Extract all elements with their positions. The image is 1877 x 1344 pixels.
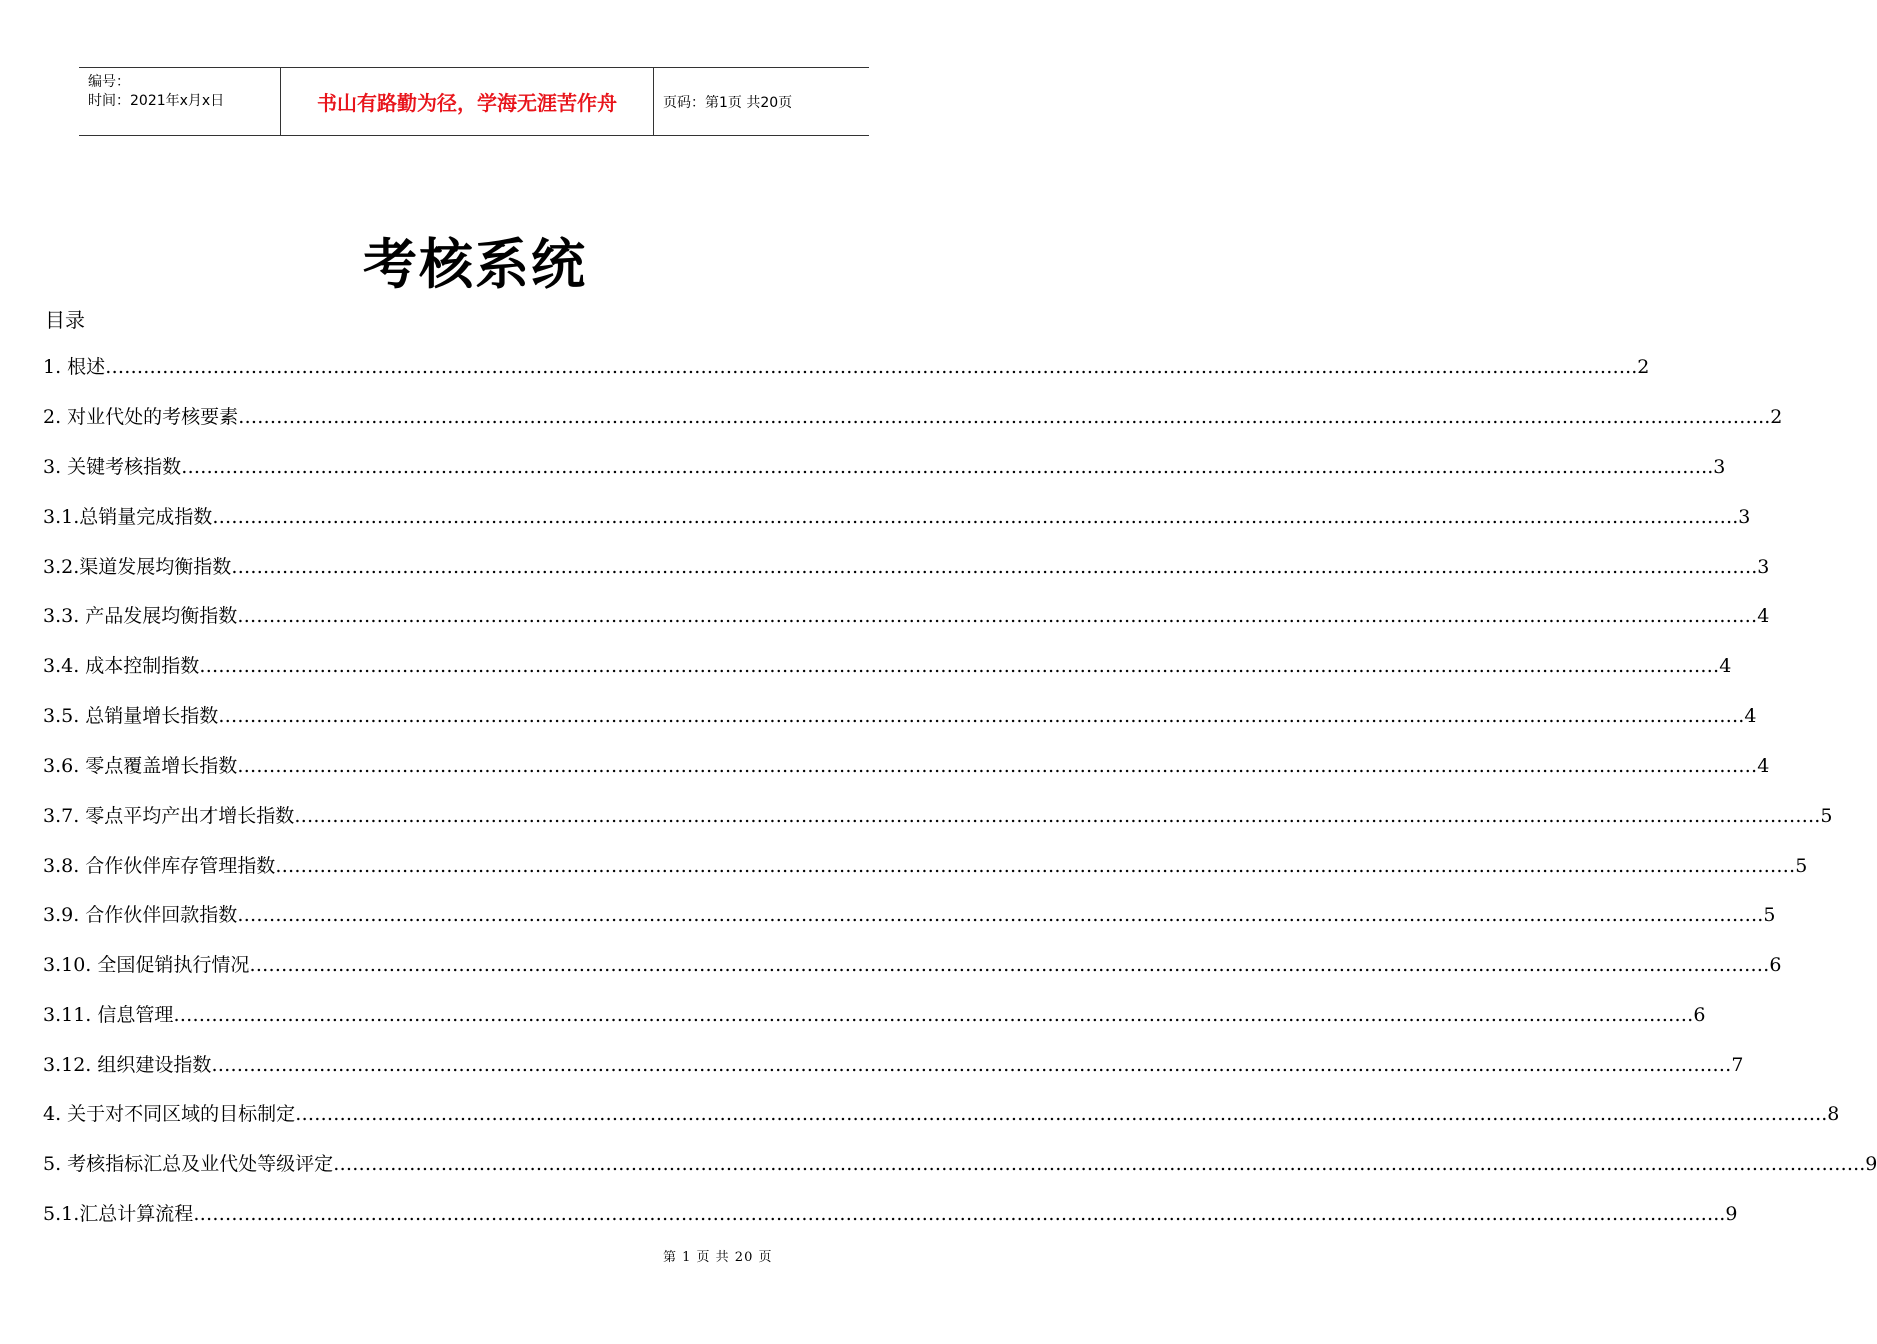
toc-entry-page: ..9 xyxy=(1853,1153,1877,1175)
toc-leader-dots: …………………………………………………………………………………………………………………………………………………………………………………………………………………… xyxy=(249,954,1770,976)
toc-leader-dots: …………………………………………………………………………………………………………………………………………………………………………………………………………………… xyxy=(333,1153,1854,1175)
toc-entry-label: 3.8. 合作伙伴库存管理指数 xyxy=(43,855,276,877)
toc-leader-dots: …………………………………………………………………………………………………………………………………………………………………………………………………………………… xyxy=(294,805,1815,827)
toc-leader-dots: …………………………………………………………………………………………………………………………………………………………………………………………………………………… xyxy=(212,506,1733,528)
toc-leader-dots: …………………………………………………………………………………………………………………………………………………………………………………………………………………… xyxy=(199,655,1720,677)
toc-entry-page: 6 xyxy=(1693,1004,1706,1026)
toc-entry-label: 1. 根述 xyxy=(43,356,106,378)
toc-entry[interactable] xyxy=(43,1199,1738,1229)
page-header xyxy=(79,67,869,136)
toc-entry-page: .5 xyxy=(1757,904,1776,926)
toc-entry[interactable] xyxy=(43,552,1770,582)
toc-leader-dots: …………………………………………………………………………………………………………………………………………………………………………………………………………………… xyxy=(275,855,1796,877)
toc-leader-dots: …………………………………………………………………………………………………………………………………………………………………………………………………………………… xyxy=(295,1103,1816,1125)
toc-entry-label: 3.1.总销量完成指数 xyxy=(43,506,213,528)
header-meta xyxy=(79,68,280,135)
toc-entry-page: .3 xyxy=(1732,506,1751,528)
toc-entry[interactable] xyxy=(43,801,1833,831)
toc-leader-dots: …………………………………………………………………………………………………………………………………………………………………………………………………………………… xyxy=(105,356,1626,378)
toc-leader-dots: …………………………………………………………………………………………………………………………………………………………………………………………………………………… xyxy=(231,556,1752,578)
header-motto: 书山有路勤为径，学海无涯苦作舟 xyxy=(280,68,654,135)
toc-entry[interactable] xyxy=(43,1000,1706,1030)
toc-entry-page: ..2 xyxy=(1758,406,1783,428)
toc-entry-label: 3. 关键考核指数 xyxy=(43,456,182,478)
toc-entry-page: .3 xyxy=(1751,556,1770,578)
toc-entry-label: 2. 对业代处的考核要素 xyxy=(43,406,239,428)
toc-entry[interactable] xyxy=(43,950,1782,980)
toc-entry-page: 4 xyxy=(1757,605,1770,627)
toc-entry[interactable] xyxy=(43,1099,1840,1129)
toc-entry-page: ..8 xyxy=(1815,1103,1840,1125)
toc-entry[interactable] xyxy=(43,900,1776,930)
toc-heading: 目录 xyxy=(45,308,85,332)
toc-leader-dots: …………………………………………………………………………………………………………………………………………………………………………………………………………………… xyxy=(211,1054,1732,1076)
toc-entry[interactable] xyxy=(43,1050,1744,1080)
toc-entry[interactable] xyxy=(43,502,1751,532)
toc-entry-label: 3.12. 组织建设指数 xyxy=(43,1054,212,1076)
toc-entry-label: 3.10. 全国促销执行情况 xyxy=(43,954,250,976)
toc-entry-label: 3.2.渠道发展均衡指数 xyxy=(43,556,232,578)
toc-leader-dots: …………………………………………………………………………………………………………………………………………………………………………………………………………………… xyxy=(237,904,1758,926)
toc-entry-page: 4 xyxy=(1757,755,1770,777)
toc-leader-dots: …………………………………………………………………………………………………………………………………………………………………………………………………………………… xyxy=(237,755,1758,777)
toc-entry-label: 3.11. 信息管理 xyxy=(43,1004,174,1026)
toc-entry[interactable] xyxy=(43,701,1757,731)
document-title: 考核系统 xyxy=(363,233,587,296)
page-footer: 第 1 页 共 20 页 xyxy=(663,1250,773,1265)
toc-entry-label: 3.9. 合作伙伴回款指数 xyxy=(43,904,238,926)
toc-entry[interactable] xyxy=(43,1149,1877,1179)
toc-leader-dots: …………………………………………………………………………………………………………………………………………………………………………………………………………………… xyxy=(193,1203,1714,1225)
toc-entry-page: 5 xyxy=(1795,855,1808,877)
header-page-info: 页码：第1页 共20页 xyxy=(663,94,793,111)
toc-entry-label: 3.5. 总销量增长指数 xyxy=(43,705,219,727)
toc-entry-page: 7 xyxy=(1731,1054,1744,1076)
toc-entry-page: ..2 xyxy=(1625,356,1650,378)
toc-entry-page: 4 xyxy=(1719,655,1732,677)
toc-leader-dots: …………………………………………………………………………………………………………………………………………………………………………………………………………………… xyxy=(238,406,1759,428)
toc-entry[interactable] xyxy=(43,402,1783,432)
toc-leader-dots: …………………………………………………………………………………………………………………………………………………………………………………………………………………… xyxy=(173,1004,1694,1026)
toc-entry-label: 3.3. 产品发展均衡指数 xyxy=(43,605,238,627)
toc-entry-page: .5 xyxy=(1814,805,1833,827)
toc-entry-page: ..3 xyxy=(1701,456,1726,478)
toc-entry[interactable] xyxy=(43,751,1770,781)
toc-leader-dots: …………………………………………………………………………………………………………………………………………………………………………………………………………………… xyxy=(218,705,1739,727)
toc-entry-label: 3.4. 成本控制指数 xyxy=(43,655,200,677)
toc-leader-dots: …………………………………………………………………………………………………………………………………………………………………………………………………………………… xyxy=(181,456,1702,478)
toc-leader-dots: …………………………………………………………………………………………………………………………………………………………………………………………………………………… xyxy=(237,605,1758,627)
toc-entry[interactable] xyxy=(43,352,1650,382)
toc-entry-label: 4. 关于对不同区域的目标制定 xyxy=(43,1103,296,1125)
toc-entry-label: 3.7. 零点平均产出才增长指数 xyxy=(43,805,295,827)
toc-entry-page: ..9 xyxy=(1713,1203,1738,1225)
toc-entry-label: 5. 考核指标汇总及业代处等级评定 xyxy=(43,1153,334,1175)
header-date: 时间：2021年x月x日 xyxy=(88,93,225,109)
toc-entry-label: 3.6. 零点覆盖增长指数 xyxy=(43,755,238,777)
toc-entry-page: 6 xyxy=(1769,954,1782,976)
toc-entry[interactable] xyxy=(43,851,1808,881)
toc-entry[interactable] xyxy=(43,452,1726,482)
toc-entry-label: 5.1.汇总计算流程 xyxy=(43,1203,194,1225)
toc-entry[interactable] xyxy=(43,601,1770,631)
header-number: 编号： xyxy=(88,74,130,90)
toc-entry[interactable] xyxy=(43,651,1732,681)
toc-entry-page: .4 xyxy=(1738,705,1757,727)
